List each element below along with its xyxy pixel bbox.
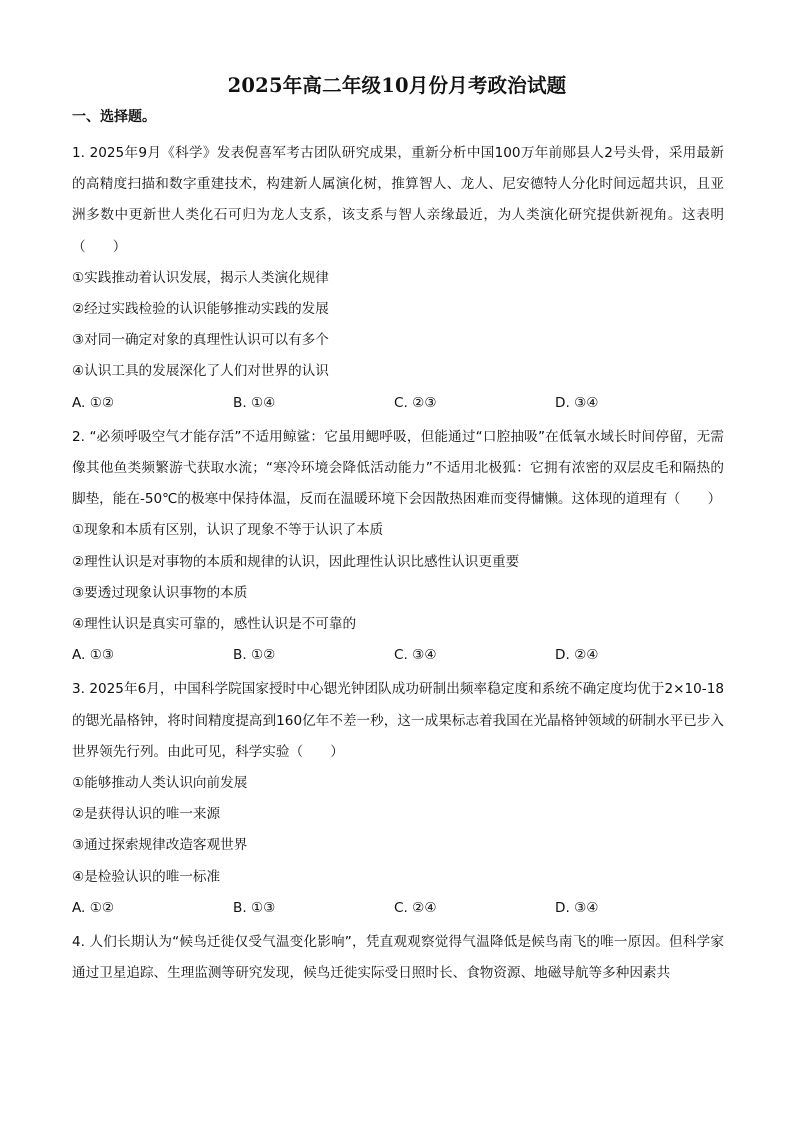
option-c: C. ②③: [394, 394, 437, 411]
statement: ④理性认识是真实可靠的，感性认识是不可靠的: [72, 616, 357, 633]
statement: ④认识工具的发展深化了人们对世界的认识: [72, 363, 329, 380]
statement: ①现象和本质有区别，认识了现象不等于认识了本质: [72, 522, 384, 539]
question-list: [72, 138, 724, 989]
statement: ③对同一确定对象的真理性认识可以有多个: [72, 332, 329, 349]
option-d: D. ③④: [555, 899, 599, 916]
option-c: C. ②④: [394, 899, 437, 916]
question-stem: 2. “必须呼吸空气才能存活”不适用鲸鲨：它虽用鳃呼吸，但能通过“口腔抽吸”在低氧水域长时间停留，无需像其他鱼类频繁游弋获取水流；“寒冷环境会降低活动能力”不适用北极狐：它拥有浓密的双层皮毛和隔热的脚垫，能在-50℃的极寒中保持体温，反而在温暖环境下会因散热困难而变得慵懒。这体现的道理有（ ）: [72, 428, 724, 508]
question-stem: 4. 人们长期认为“候鸟迁徙仅受气温变化影响”，凭直观观察觉得气温降低是候鸟南飞的唯一原因。但科学家通过卫星追踪、生理监测等研究发现，候鸟迁徙实际受日照时长、食物资源、地磁导航等多种因素共: [72, 934, 724, 982]
answer-options: [72, 893, 724, 924]
answer-options: [72, 640, 724, 671]
statement: ③要透过现象认识事物的本质: [72, 584, 248, 601]
option-d: D. ③④: [555, 394, 599, 411]
page-title: 2025年高二年级10月份月考政治试题: [227, 74, 567, 97]
option-d: D. ②④: [555, 647, 599, 664]
option-a: A. ①③: [72, 647, 115, 664]
question-stem: 1. 2025年9月《科学》发表倪喜军考古团队研究成果，重新分析中国100万年前郧县人2号头骨，采用最新的高精度扫描和数字重建技术，构建新人属演化树，推算智人、龙人、尼安德特人分化时间远超共识，且亚洲多数中更新世人类化石可归为龙人支系，该支系与智人亲缘最近，为人类演化研究提供新视角。这表明（ ）: [72, 145, 724, 255]
statement: ②理性认识是对事物的本质和规律的认识，因此理性认识比感性认识更重要: [72, 553, 520, 570]
statement: ④是检验认识的唯一标准: [72, 868, 221, 885]
statement: ②是获得认识的唯一来源: [72, 806, 221, 823]
statement: ①实践推动着认识发展，揭示人类演化规律: [72, 269, 329, 286]
statement: ③通过探索规律改造客观世界: [72, 837, 248, 854]
option-a: A. ①②: [72, 394, 115, 411]
statement: ②经过实践检验的认识能够推动实践的发展: [72, 301, 329, 318]
option-a: A. ①②: [72, 899, 115, 916]
question-stem: 3. 2025年6月，中国科学院国家授时中心锶光钟团队成功研制出频率稳定度和系统不确定度均优于2×10-18的锶光晶格钟，将时间精度提高到160亿年不差一秒，这一成果标志着我国在光晶格钟领域的研制水平已步入世界领先行列。由此可见，科学实验（ ）: [72, 681, 724, 760]
answer-options: [72, 388, 724, 419]
option-c: C. ③④: [394, 647, 437, 664]
section-heading: 一、选择题。: [72, 109, 156, 125]
statement: ①能够推动人类认识向前发展: [72, 775, 248, 792]
question-2: [72, 422, 724, 672]
option-b: B. ①②: [233, 647, 276, 664]
question-1: [72, 138, 724, 419]
question-4: [72, 927, 724, 989]
option-b: B. ①③: [233, 899, 276, 916]
option-b: B. ①④: [233, 394, 276, 411]
question-3: [72, 674, 724, 924]
